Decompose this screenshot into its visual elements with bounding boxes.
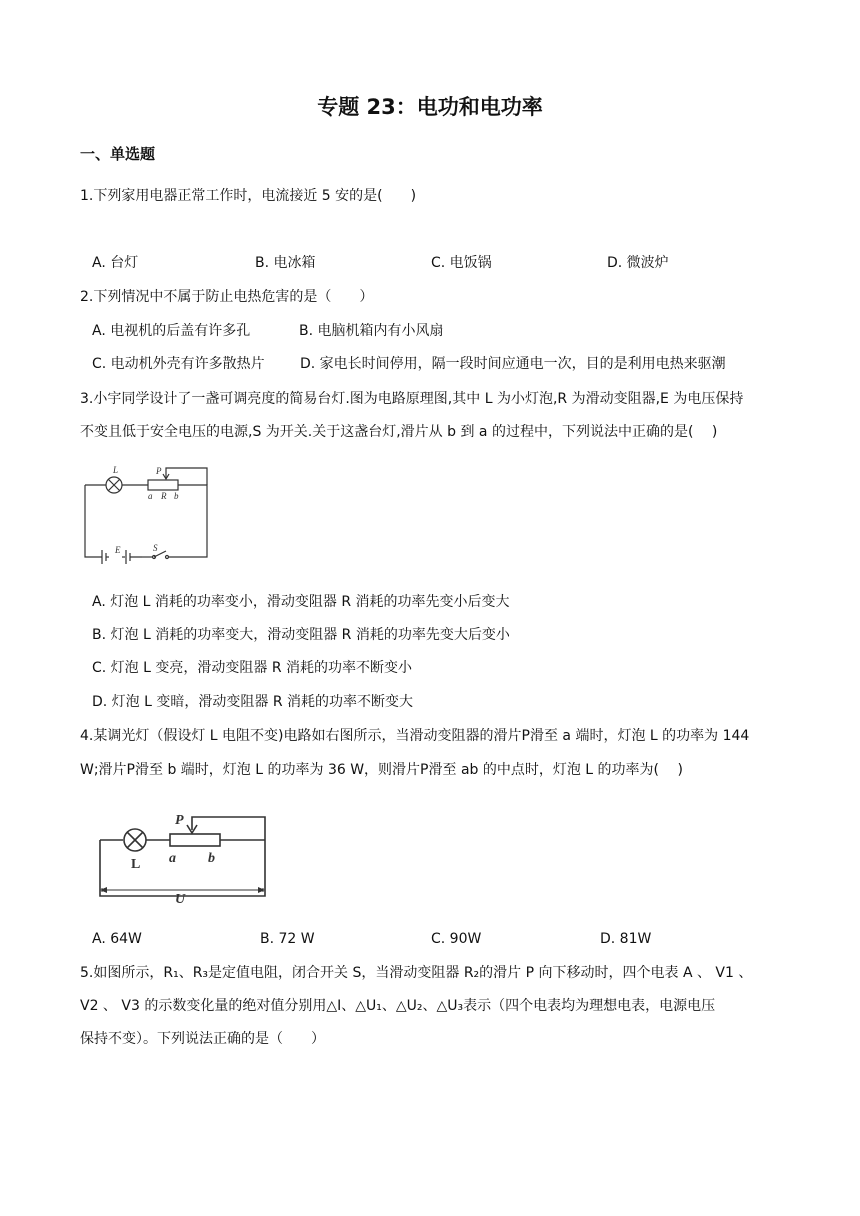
q3-label-l: L: [113, 465, 119, 475]
question-4-stem-line-1: 4.某调光灯（假设灯 L 电阻不变)电路如右图所示，当滑动变阻器的滑片P滑至 a 端时，灯泡 L 的功率为 144: [80, 728, 750, 744]
question-2-option-d[interactable]: D. 家电长时间停用，隔一段时间应通电一次，目的是利用电热来驱潮: [300, 356, 726, 372]
question-2-option-a[interactable]: A. 电视机的后盖有许多孔: [92, 323, 251, 339]
question-5-stem-line-1: 5.如图所示，R₁、R₃是定值电阻，闭合开关 S，当滑动变阻器 R₂的滑片 P 向下移动时，四个电表 A 、 V1 、: [80, 965, 753, 981]
question-4-option-d[interactable]: D. 81W: [600, 931, 652, 947]
q3-label-a: a: [148, 491, 153, 501]
question-1-option-a[interactable]: A. 台灯: [92, 255, 139, 271]
q4-label-b: b: [208, 851, 215, 866]
question-2-stem: 2.下列情况中不属于防止电热危害的是（ ）: [80, 289, 374, 305]
question-4-option-c[interactable]: C. 90W: [431, 931, 482, 947]
question-3-option-d[interactable]: D. 灯泡 L 变暗，滑动变阻器 R 消耗的功率不断变大: [92, 694, 414, 710]
question-2-option-c[interactable]: C. 电动机外壳有许多散热片: [92, 356, 265, 372]
section-heading: 一、单选题: [80, 145, 156, 163]
question-1-stem: 1.下列家用电器正常工作时，电流接近 5 安的是( ): [80, 188, 417, 204]
q3-label-b: b: [174, 491, 179, 501]
question-1-option-b[interactable]: B. 电冰箱: [255, 255, 316, 271]
q4-label-p: P: [175, 813, 184, 828]
question-4-option-a[interactable]: A. 64W: [92, 931, 142, 947]
question-3-stem-line-1: 3.小宇同学设计了一盏可调亮度的简易台灯.图为电路原理图,其中 L 为小灯泡,R 为滑动变阻器,E 为电压保持: [80, 391, 744, 407]
question-4-option-b[interactable]: B. 72 W: [260, 931, 315, 947]
q3-label-e: E: [115, 545, 121, 555]
q3-label-s: S: [153, 543, 158, 553]
q3-label-p: P: [156, 466, 162, 476]
q4-label-a: a: [169, 851, 176, 866]
question-1-option-c[interactable]: C. 电饭锅: [431, 255, 492, 271]
question-3-option-c[interactable]: C. 灯泡 L 变亮，滑动变阻器 R 消耗的功率不断变小: [92, 660, 413, 676]
question-2-option-b[interactable]: B. 电脑机箱内有小风扇: [299, 323, 444, 339]
q4-label-u: U: [175, 892, 186, 907]
q4-label-l: L: [131, 857, 141, 872]
question-3-option-b[interactable]: B. 灯泡 L 消耗的功率变大，滑动变阻器 R 消耗的功率先变大后变小: [92, 627, 510, 643]
q3-label-r: R: [161, 491, 167, 501]
question-5-stem-line-2: V2 、 V3 的示数变化量的绝对值分别用△I、△U₁、△U₂、△U₃表示（四个电表均为理想电表，电源电压: [80, 998, 716, 1014]
question-4-stem-line-2: W;滑片P滑至 b 端时，灯泡 L 的功率为 36 W，则滑片P滑至 ab 的中点时，灯泡 L 的功率为( ): [80, 762, 683, 778]
question-3-stem-line-2: 不变且低于安全电压的电源,S 为开关.关于这盏台灯,滑片从 b 到 a 的过程中，下列说法中正确的是( ): [80, 424, 718, 440]
question-1-option-d[interactable]: D. 微波炉: [607, 255, 669, 271]
question-4-circuit-diagram: [95, 810, 270, 910]
page-title: 专题 23：电功和电功率: [317, 95, 543, 119]
question-3-option-a[interactable]: A. 灯泡 L 消耗的功率变小，滑动变阻器 R 消耗的功率先变小后变大: [92, 594, 510, 610]
question-5-stem-line-3: 保持不变）。下列说法正确的是（ ）: [80, 1031, 325, 1047]
question-3-circuit-diagram: [80, 460, 215, 565]
